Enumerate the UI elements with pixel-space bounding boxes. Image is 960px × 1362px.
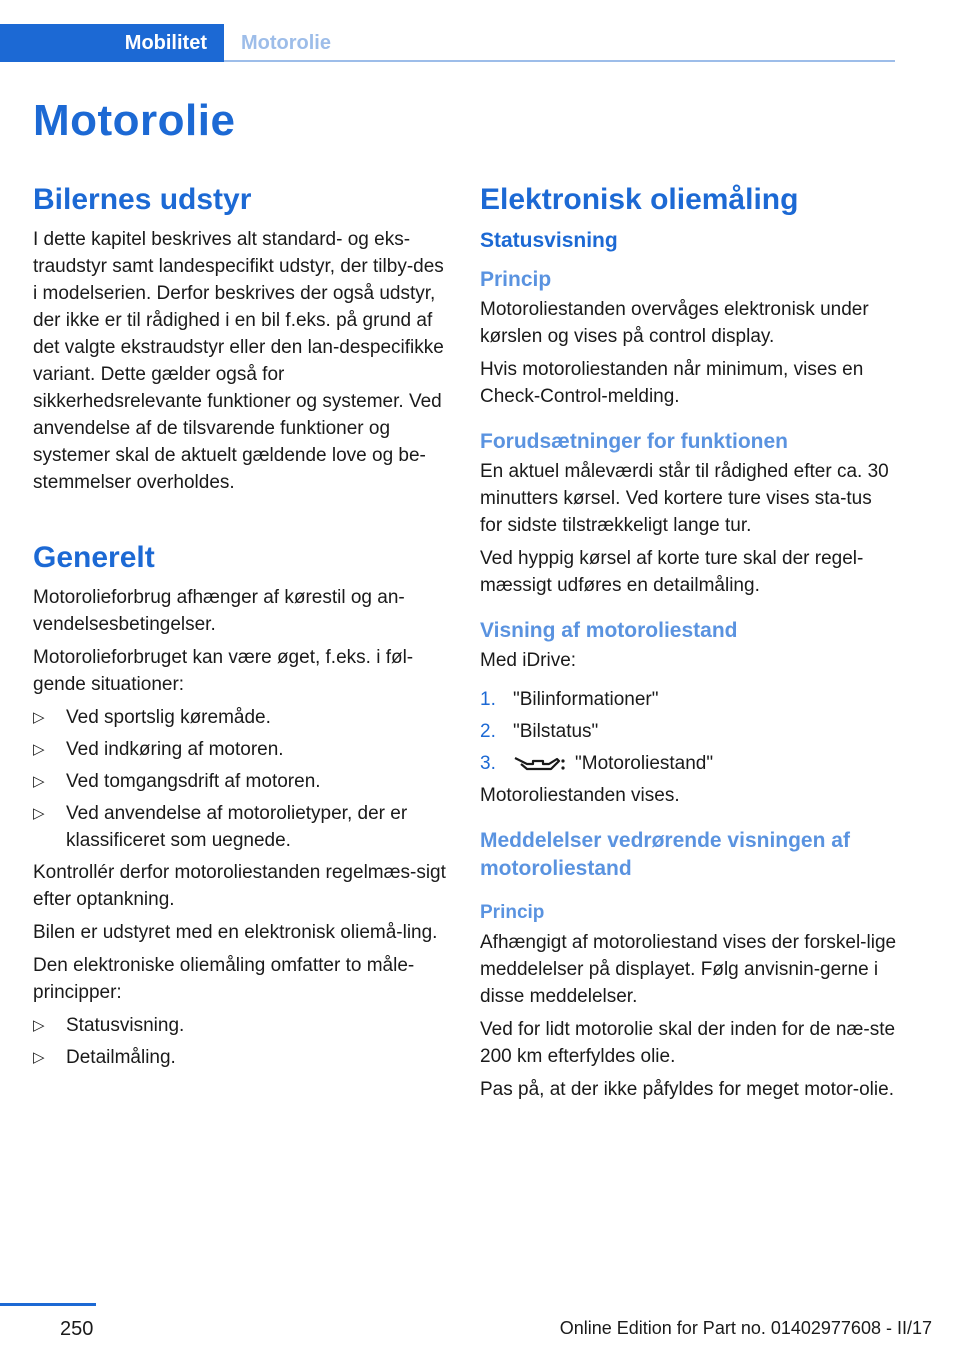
list-item: ▷ Ved indkøring af motoren. <box>33 736 451 763</box>
list-item: ▷ Detailmåling. <box>33 1044 451 1071</box>
list-item: 3. "Motoroliestand" <box>480 753 714 774</box>
paragraph: Kontrollér derfor motoroliestanden regelmæs-sigt efter optankning. <box>33 862 446 910</box>
heading-prerequisites: Forudsætninger for funktionen <box>480 430 788 453</box>
paragraph: Motorolieforbruget kan være øget, f.eks. i føl-gende situationer: <box>33 647 414 695</box>
header-rule <box>224 60 895 62</box>
list-item: ▷ Ved anvendelse af motorolietyper, der er klassificeret som uegnede. <box>33 800 451 854</box>
sub-heading-status: Statusvisning <box>480 229 618 252</box>
section-heading-equipment: Bilernes udstyr <box>33 183 252 216</box>
list-item: ▷ Ved tomgangsdrift af motoren. <box>33 768 451 795</box>
right-column <box>480 180 898 1109</box>
triangle-bullet-icon: ▷ <box>33 1049 45 1066</box>
paragraph: Hvis motoroliestanden når minimum, vises en Check-Control-melding. <box>480 359 864 407</box>
heading-princip: Princip <box>480 268 552 291</box>
bullet-list <box>33 1012 451 1071</box>
paragraph: Motoroliestanden overvåges elektronisk under kørslen og vises på control display. <box>480 299 869 347</box>
section-heading-electronic: Elektronisk oliemåling <box>480 183 799 216</box>
paragraph: Motorolieforbrug afhænger af kørestil og an-vendelsesbetingelser. <box>33 587 405 635</box>
triangle-bullet-icon: ▷ <box>33 1017 45 1034</box>
oil-can-icon <box>513 755 567 773</box>
edition-note: Online Edition for Part no. 01402977608 - II/17 <box>559 1318 932 1338</box>
paragraph: En aktuel måleværdi står til rådighed efter ca. 30 minutters kørsel. Ved kortere ture vises sta-tus for sidste tilstrækkeligt lange tur. <box>480 461 889 536</box>
paragraph: Motoroliestanden vises. <box>480 785 680 806</box>
paragraph: Pas på, at der ikke påfyldes for meget motor-olie. <box>480 1079 894 1100</box>
page-number: 250 <box>60 1318 94 1340</box>
bullet-list <box>33 704 451 854</box>
list-item: ▷ Ved sportslig køremåde. <box>33 704 451 731</box>
paragraph: Den elektroniske oliemåling omfatter to måle-principper: <box>33 955 415 1003</box>
paragraph: Bilen er udstyret med en elektronisk oliemå-ling. <box>33 922 438 943</box>
list-item: ▷ Statusvisning. <box>33 1012 451 1039</box>
numbered-list <box>480 686 898 777</box>
heading-messages: Meddelelser vedrørende visningen af motoroliestand <box>480 829 850 880</box>
paragraph: I dette kapitel beskrives alt standard- og eks-traudstyr samt landespecifikt udstyr, der tilby-des i modelserien. Derfor beskrives der også udstyr, der ikke er til rådighed i en bil f.eks. på grund af det valgte ekstraudstyr eller den lan-despecifikke variant. Dette gælder også for sikkerhedsrelevante funktioner og systemer. Ved anvendelse af de tilsvarende funktioner og systemer skal de aktuelt gældende love og be-stemmelser overholdes. <box>33 229 444 493</box>
triangle-bullet-icon: ▷ <box>33 805 45 822</box>
page-title: Motorolie <box>33 96 236 145</box>
heading-princip-2: Princip <box>480 902 545 923</box>
section-tab: Mobilitet <box>0 24 224 62</box>
left-column <box>33 180 451 1076</box>
triangle-bullet-icon: ▷ <box>33 741 45 758</box>
page-tab: Motorolie <box>241 32 331 54</box>
section-heading-general: Generelt <box>33 541 155 574</box>
list-item: 2. "Bilstatus" <box>480 721 599 742</box>
list-item: 1. "Bilinformationer" <box>480 689 659 710</box>
heading-display: Visning af motoroliestand <box>480 619 738 642</box>
paragraph: Med iDrive: <box>480 650 577 671</box>
header-tabs <box>0 24 895 62</box>
triangle-bullet-icon: ▷ <box>33 773 45 790</box>
paragraph: Ved hyppig kørsel af korte ture skal der regel-mæssigt udføres en detailmåling. <box>480 548 864 596</box>
footer-rule <box>0 1303 96 1306</box>
paragraph: Ved for lidt motorolie skal der inden for de næ-ste 200 km efterfyldes olie. <box>480 1019 896 1067</box>
paragraph: Afhængigt af motoroliestand vises der forskel-lige meddelelser på displayet. Følg anvisnin-gerne i disse meddelelser. <box>480 932 897 1007</box>
triangle-bullet-icon: ▷ <box>33 709 45 726</box>
